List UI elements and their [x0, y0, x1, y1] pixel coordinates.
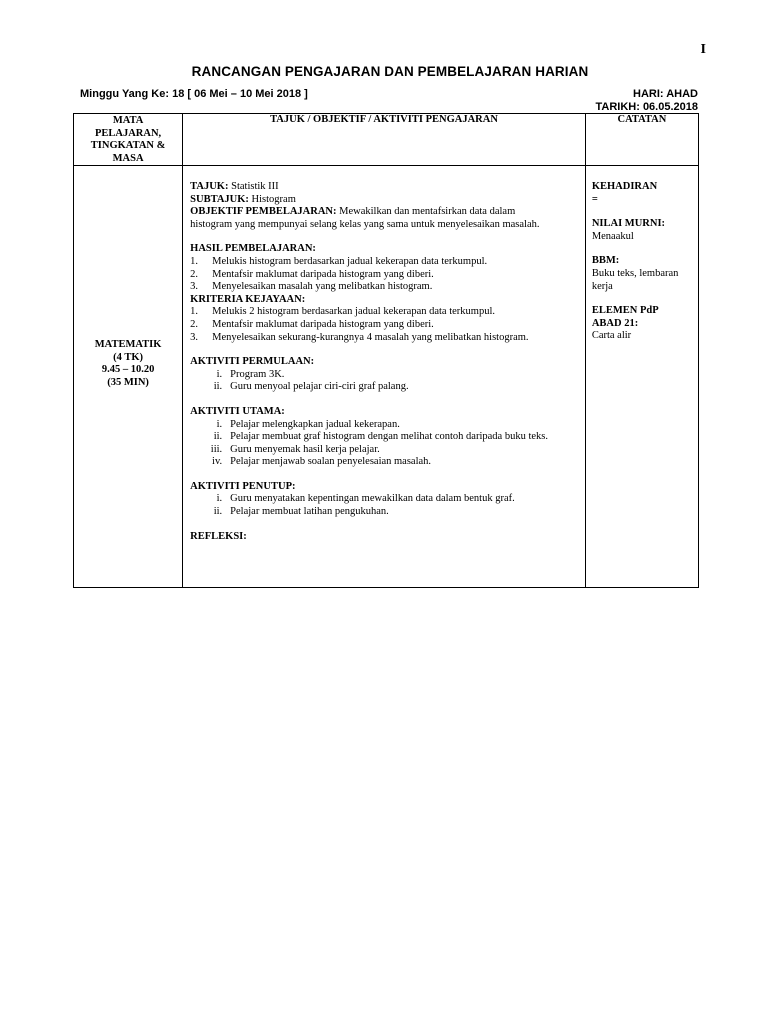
- element-label-cont: ABAD 21:: [591, 317, 639, 329]
- header-subject-line: PELAJARAN,: [94, 127, 162, 139]
- list-item: [190, 493, 585, 506]
- subject-duration: (35 MIN): [107, 376, 149, 388]
- main-activity-heading: AKTIVITI UTAMA:: [190, 405, 285, 417]
- closing-activity-heading: AKTIVITI PENUTUP:: [190, 480, 296, 492]
- bbm-label: BBM:: [591, 255, 620, 267]
- objective-line: [190, 206, 585, 219]
- list-text: Guru menyoal pelajar ciri-ciri graf palang.: [230, 381, 409, 393]
- list-text: Melukis histogram berdasarkan jadual kekerapan data terkumpul.: [212, 255, 488, 267]
- list-item: [190, 332, 585, 345]
- criteria-heading: KRITERIA KEJAYAAN:: [190, 293, 306, 305]
- list-item: [190, 431, 585, 444]
- main-activity-list: [190, 419, 585, 469]
- list-text: Menyelesaikan sekurang-kurangnya 4 masalah yang melibatkan histogram.: [212, 331, 529, 343]
- content-cell: [183, 166, 586, 588]
- list-number: 3.: [190, 281, 199, 293]
- list-item: [190, 269, 585, 282]
- header-subject: [74, 114, 183, 166]
- header-subject-line: MASA: [112, 152, 144, 164]
- header-subject-line: MATA: [112, 115, 144, 126]
- list-item: [190, 456, 585, 469]
- list-item: [190, 381, 585, 394]
- document-title: RANCANGAN PENGAJARAN DAN PEMBELAJARAN HARIAN: [191, 64, 589, 79]
- list-text: Pelajar membuat latihan pengukuhan.: [230, 506, 389, 518]
- list-text: Menyelesaikan masalah yang melibatkan histogram.: [212, 281, 433, 293]
- list-text: Pelajar menjawab soalan penyelesaian masalah.: [230, 456, 432, 468]
- start-activity-list: [190, 369, 585, 394]
- bbm-value-cont: kerja: [591, 280, 613, 292]
- list-number: i.: [216, 493, 223, 505]
- subject-cell: [74, 166, 183, 588]
- lesson-plan-table: [73, 113, 699, 588]
- day-info: HARI: AHAD: [633, 88, 698, 100]
- list-item: [190, 306, 585, 319]
- list-item: [190, 281, 585, 294]
- bbm-value: Buku teks, lembaran: [591, 267, 679, 279]
- list-number: 1.: [190, 306, 199, 318]
- subtopic-line: [190, 194, 585, 207]
- element-label: ELEMEN PdP: [591, 305, 659, 317]
- list-item: [190, 319, 585, 332]
- reflection-heading: REFLEKSI:: [190, 530, 247, 542]
- notes-cell: [585, 166, 698, 588]
- attendance-value: =: [591, 193, 598, 205]
- list-text: Guru menyatakan kepentingan mewakilkan data dalam bentuk graf.: [230, 493, 515, 505]
- date-info: TARIKH: 06.05.2018: [595, 101, 698, 113]
- list-item: [190, 444, 585, 457]
- criteria-list: [190, 306, 585, 344]
- values-value: Menaakul: [591, 230, 634, 242]
- page-number: I: [700, 42, 706, 57]
- list-item: [190, 419, 585, 432]
- list-number: iv.: [212, 456, 223, 468]
- topic-line: [190, 181, 585, 194]
- list-text: Mentafsir maklumat daripada histogram yang diberi.: [212, 318, 434, 330]
- subtopic-label: SUBTAJUK:: [190, 193, 249, 205]
- objective-text: Mewakilkan dan mentafsirkan data dalam: [339, 206, 516, 218]
- week-info: Minggu Yang Ke: 18 [ 06 Mei – 10 Mei 2018 ]: [80, 88, 308, 100]
- list-text: Pelajar membuat graf histogram dengan melihat contoh daripada buku teks.: [230, 431, 548, 443]
- list-item: [190, 506, 585, 519]
- list-text: Melukis 2 histogram berdasarkan jadual kekerapan data terkumpul.: [212, 306, 495, 318]
- header-notes: CATATAN: [585, 114, 698, 166]
- list-item: [190, 369, 585, 382]
- topic-value: Statistik III: [231, 181, 279, 192]
- list-number: iii.: [210, 443, 223, 455]
- attendance-label: KEHADIRAN: [591, 181, 658, 192]
- list-number: ii.: [213, 506, 223, 518]
- element-value: Carta alir: [591, 330, 632, 342]
- table-header-row: [74, 114, 699, 166]
- list-number: 2.: [190, 318, 199, 330]
- subject-name: MATEMATIK: [94, 339, 162, 350]
- list-number: 1.: [190, 255, 199, 267]
- list-text: Program 3K.: [230, 368, 285, 380]
- list-number: ii.: [213, 381, 223, 393]
- list-number: i.: [216, 418, 223, 430]
- header-subject-line: TINGKATAN &: [90, 140, 166, 151]
- list-item: [190, 256, 585, 269]
- header-content: TAJUK / OBJEKTIF / AKTIVITI PENGAJARAN: [183, 114, 586, 166]
- objective-label: OBJEKTIF PEMBELAJARAN:: [190, 206, 337, 218]
- subject-form: (4 TK): [113, 351, 144, 363]
- topic-label: TAJUK:: [190, 181, 229, 192]
- start-activity-heading: AKTIVITI PERMULAAN:: [190, 356, 315, 368]
- outcomes-heading: HASIL PEMBELAJARAN:: [190, 243, 316, 255]
- table-body-row: [74, 166, 699, 588]
- list-text: Mentafsir maklumat daripada histogram yang diberi.: [212, 268, 434, 280]
- list-number: ii.: [213, 431, 223, 443]
- list-number: i.: [216, 368, 223, 380]
- outcomes-list: [190, 256, 585, 294]
- values-label: NILAI MURNI:: [591, 218, 666, 230]
- list-text: Guru menyemak hasil kerja pelajar.: [230, 443, 380, 455]
- list-number: 3.: [190, 331, 199, 343]
- list-text: Pelajar melengkapkan jadual kekerapan.: [230, 418, 400, 430]
- closing-activity-list: [190, 493, 585, 518]
- subtopic-value: Histogram: [251, 193, 296, 205]
- objective-text-cont: histogram yang mempunyai selang kelas yang sama untuk menyelesaikan masalah.: [190, 218, 540, 230]
- subject-time: 9.45 – 10.20: [101, 364, 155, 375]
- list-number: 2.: [190, 268, 199, 280]
